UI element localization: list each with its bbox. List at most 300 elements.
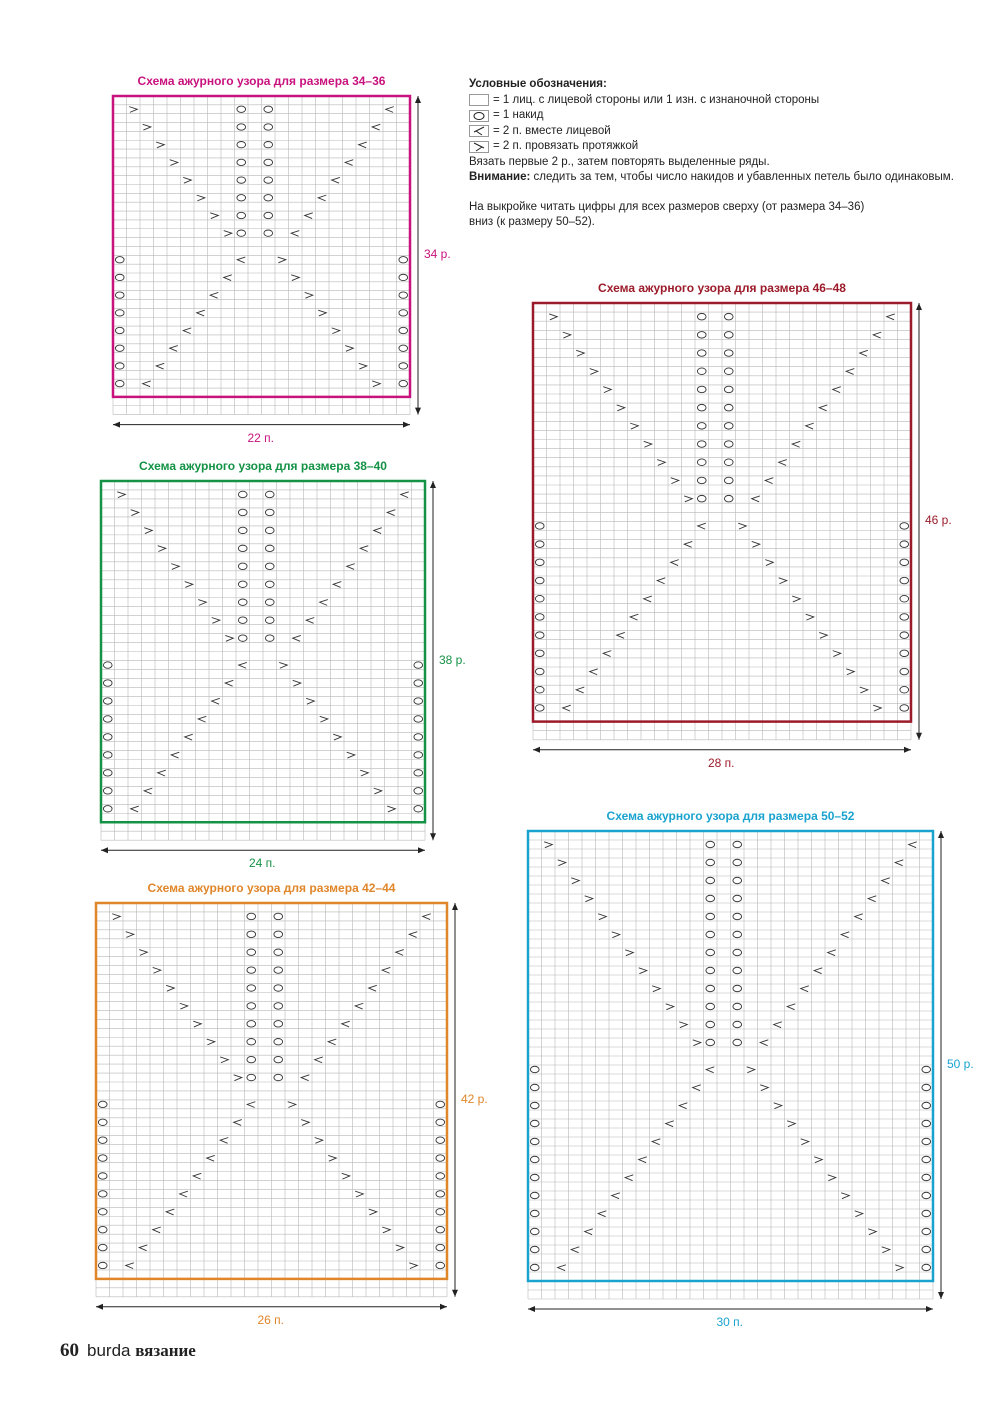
yarn-over-symbol — [264, 230, 273, 236]
chart-title: Схема ажурного узора для размера 38–40 — [139, 459, 387, 473]
ssk-symbol — [347, 752, 355, 758]
yarn-over-symbol — [115, 327, 124, 333]
ssk-symbol — [806, 614, 814, 620]
yarn-over-symbol — [414, 716, 423, 722]
yarn-over-symbol — [697, 332, 706, 339]
yarn-over-symbol — [238, 491, 247, 497]
ssk-symbol — [882, 1247, 890, 1253]
yarn-over-symbol — [733, 967, 742, 973]
k2tog-symbol — [563, 705, 571, 711]
yarn-over-symbol — [733, 931, 742, 937]
yarn-over-symbol — [98, 1209, 107, 1215]
yarn-over-symbol — [535, 650, 544, 657]
yarn-over-symbol — [733, 877, 742, 883]
ssk-symbol — [765, 560, 773, 566]
k2tog-symbol — [143, 381, 151, 387]
ssk-symbol — [684, 496, 692, 502]
yarn-over-symbol — [535, 595, 544, 602]
page-number: 60 — [60, 1340, 79, 1361]
yarn-over-symbol — [733, 949, 742, 955]
yarn-over-symbol — [98, 1191, 107, 1197]
k2tog-symbol — [382, 967, 390, 973]
k2tog-symbol — [792, 441, 800, 447]
k2tog-symbol — [291, 231, 299, 237]
k2tog-icon — [469, 125, 489, 137]
chart-title: Схема ажурного узора для размера 50–52 — [606, 809, 855, 823]
empty-cell-icon — [469, 94, 489, 106]
k2tog-symbol — [760, 1040, 768, 1046]
k2tog-symbol — [369, 985, 377, 991]
ssk-symbol — [234, 1075, 242, 1081]
ssk-symbol — [301, 1120, 309, 1126]
ssk-symbol — [333, 734, 341, 740]
ssk-symbol — [644, 441, 652, 447]
ssk-symbol — [279, 662, 287, 668]
yarn-over-symbol — [98, 1262, 107, 1268]
yarn-over-symbol — [103, 716, 112, 722]
yarn-over-symbol — [724, 441, 733, 448]
ssk-symbol — [374, 788, 382, 794]
chart-title: Схема ажурного узора для размера 42–44 — [147, 881, 396, 895]
ssk-symbol — [210, 213, 218, 219]
yarn-over-symbol — [535, 559, 544, 566]
yarn-over-symbol — [697, 350, 706, 357]
yarn-over-symbol — [265, 599, 274, 605]
ssk-symbol — [787, 1121, 795, 1127]
ssk-symbol — [306, 698, 314, 704]
k2tog-symbol — [210, 292, 218, 298]
yarn-over-symbol — [399, 345, 408, 351]
yarn-over-symbol — [436, 1226, 445, 1232]
yarn-over-symbol — [706, 1039, 715, 1045]
k2tog-symbol — [332, 177, 340, 183]
ssk-symbol — [220, 1057, 228, 1063]
magazine-name: вязание — [135, 1341, 196, 1360]
ssk-symbol — [396, 1245, 404, 1251]
yarn-over-symbol — [414, 734, 423, 740]
ssk-symbol — [288, 1102, 296, 1108]
yarn-over-symbol — [900, 541, 909, 548]
ssk-symbol — [212, 617, 220, 623]
ssk-symbol — [359, 363, 367, 369]
ssk-symbol — [760, 1085, 768, 1091]
ssk-symbol — [752, 541, 760, 547]
ssk-symbol — [617, 405, 625, 411]
k2tog-symbol — [185, 734, 193, 740]
ssk-symbol — [139, 950, 147, 956]
ssk-symbol — [180, 1003, 188, 1009]
k2tog-symbol — [576, 687, 584, 693]
yarn-over-symbol — [530, 1084, 539, 1090]
ssk-symbol — [183, 177, 191, 183]
yarn-over-symbol — [724, 368, 733, 375]
yarn-over-symbol — [399, 274, 408, 280]
k2tog-symbol — [386, 107, 394, 113]
yarn-over-symbol — [98, 1119, 107, 1125]
yarn-over-symbol — [535, 614, 544, 621]
yarn-over-symbol — [265, 491, 274, 497]
ssk-symbol — [143, 124, 151, 130]
legend-item-text: = 2 п. провязать протяжкой — [493, 140, 639, 152]
k2tog-symbol — [156, 363, 164, 369]
yarn-over-symbol — [103, 734, 112, 740]
ssk-symbol — [598, 914, 606, 920]
ssk-symbol — [360, 770, 368, 776]
yarn-over-symbol — [697, 477, 706, 484]
yarn-over-symbol — [900, 577, 909, 584]
yarn-over-symbol — [274, 913, 283, 919]
ssk-symbol — [198, 600, 206, 606]
ssk-symbol — [355, 1191, 363, 1197]
yarn-over-symbol — [414, 806, 423, 812]
k2tog-symbol — [396, 950, 404, 956]
ssk-symbol — [544, 842, 552, 848]
yarn-over-symbol — [724, 386, 733, 393]
yarn-over-symbol — [247, 1074, 256, 1080]
yarn-over-symbol — [900, 705, 909, 712]
ssk-symbol — [819, 632, 827, 638]
yarn-over-symbol — [103, 680, 112, 686]
yarn-over-symbol — [274, 1074, 283, 1080]
k2tog-symbol — [158, 770, 166, 776]
k2tog-symbol — [585, 1229, 593, 1235]
k2tog-symbol — [360, 546, 368, 552]
k2tog-symbol — [318, 195, 326, 201]
k2tog-symbol — [644, 596, 652, 602]
yarn-over-icon — [469, 110, 489, 122]
ssk-symbol — [671, 478, 679, 484]
yarn-over-symbol — [706, 985, 715, 991]
chart-title: Схема ажурного узора для размера 46–48 — [598, 281, 846, 295]
yarn-over-symbol — [265, 635, 274, 641]
grid-lines — [96, 903, 447, 1297]
ssk-symbol — [571, 878, 579, 884]
k2tog-symbol — [833, 387, 841, 393]
yarn-over-symbol — [706, 1003, 715, 1009]
k2tog-symbol — [774, 1022, 782, 1028]
k2tog-symbol — [305, 213, 313, 219]
yarn-over-symbol — [115, 363, 124, 369]
k2tog-symbol — [345, 160, 353, 166]
yarn-over-symbol — [237, 124, 246, 130]
knitting-chart-grid — [113, 96, 440, 455]
k2tog-symbol — [328, 1039, 336, 1045]
yarn-over-symbol — [238, 581, 247, 587]
yarn-over-symbol — [247, 1039, 256, 1045]
ssk-symbol — [332, 328, 340, 334]
ssk-symbol — [774, 1103, 782, 1109]
yarn-over-symbol — [98, 1226, 107, 1232]
k2tog-symbol — [212, 698, 220, 704]
yarn-over-symbol — [247, 1003, 256, 1009]
ssk-symbol — [131, 510, 139, 516]
yarn-over-symbol — [103, 698, 112, 704]
legend-item — [469, 93, 969, 109]
yarn-over-symbol — [274, 967, 283, 973]
warning-text: следить за тем, чтобы число накидов и убавленных петель было одинаковым. — [530, 171, 954, 183]
k2tog-symbol — [359, 142, 367, 148]
yarn-over-symbol — [697, 459, 706, 466]
ssk-symbol — [792, 596, 800, 602]
ssk-symbol — [585, 896, 593, 902]
yarn-over-symbol — [436, 1262, 445, 1268]
yarn-over-symbol — [265, 527, 274, 533]
yarn-over-symbol — [724, 495, 733, 502]
yarn-over-symbol — [900, 632, 909, 639]
yarn-over-symbol — [399, 310, 408, 316]
yarn-over-symbol — [436, 1137, 445, 1143]
yarn-over-symbol — [103, 662, 112, 668]
grid-lines — [528, 831, 933, 1299]
yarn-over-symbol — [238, 545, 247, 551]
k2tog-symbol — [234, 1120, 242, 1126]
yarn-over-symbol — [274, 1056, 283, 1062]
ssk-symbol — [738, 523, 746, 529]
ssk-symbol — [779, 578, 787, 584]
yarn-over-symbol — [733, 841, 742, 847]
yarn-over-symbol — [706, 841, 715, 847]
yarn-over-symbol — [733, 1021, 742, 1027]
yarn-over-symbol — [274, 1021, 283, 1027]
k2tog-symbol — [293, 635, 301, 641]
ssk-symbol — [828, 1175, 836, 1181]
legend-warning — [469, 170, 969, 186]
pattern-note-line2: вниз (к размеру 50–52). — [469, 216, 595, 228]
yarn-over-symbol — [265, 617, 274, 623]
ssk-symbol — [625, 950, 633, 956]
ssk-symbol — [315, 1137, 323, 1143]
yarn-over-symbol — [98, 1137, 107, 1143]
k2tog-symbol — [598, 1211, 606, 1217]
yarn-over-symbol — [436, 1173, 445, 1179]
yarn-over-symbol — [436, 1209, 445, 1215]
k2tog-symbol — [801, 986, 809, 992]
yarn-over-symbol — [922, 1102, 931, 1108]
yarn-over-symbol — [264, 106, 273, 112]
legend-item — [469, 108, 969, 124]
yarn-over-symbol — [535, 705, 544, 712]
ssk-symbol — [156, 142, 164, 148]
k2tog-symbol — [806, 423, 814, 429]
height-label: 38 р. — [439, 652, 466, 667]
ssk-symbol — [603, 387, 611, 393]
yarn-over-symbol — [247, 949, 256, 955]
yarn-over-symbol — [237, 195, 246, 201]
ssk-symbol — [224, 231, 232, 237]
ssk-symbol — [841, 1193, 849, 1199]
ssk-symbol — [372, 381, 380, 387]
ssk-symbol — [207, 1039, 215, 1045]
yarn-over-symbol — [247, 967, 256, 973]
yarn-over-symbol — [733, 1039, 742, 1045]
yarn-over-symbol — [264, 141, 273, 147]
yarn-over-symbol — [264, 212, 273, 218]
k2tog-symbol — [779, 460, 787, 466]
k2tog-symbol — [909, 842, 917, 848]
yarn-over-symbol — [238, 509, 247, 515]
width-label: 30 п. — [716, 1315, 744, 1329]
k2tog-symbol — [180, 1191, 188, 1197]
ssk-symbol — [291, 275, 299, 281]
yarn-over-symbol — [264, 177, 273, 183]
yarn-over-symbol — [922, 1192, 931, 1198]
yarn-over-symbol — [247, 985, 256, 991]
ssk-symbol — [855, 1211, 863, 1217]
yarn-over-symbol — [724, 404, 733, 411]
k2tog-symbol — [855, 914, 863, 920]
yarn-over-symbol — [414, 788, 423, 794]
yarn-over-symbol — [706, 1021, 715, 1027]
k2tog-symbol — [639, 1157, 647, 1163]
yarn-over-symbol — [98, 1173, 107, 1179]
yarn-over-symbol — [115, 274, 124, 280]
yarn-over-symbol — [706, 859, 715, 865]
k2tog-symbol — [374, 528, 382, 534]
yarn-over-symbol — [535, 541, 544, 548]
k2tog-symbol — [347, 564, 355, 570]
ssk-symbol — [328, 1155, 336, 1161]
yarn-over-symbol — [274, 985, 283, 991]
k2tog-symbol — [387, 510, 395, 516]
k2tog-symbol — [301, 1075, 309, 1081]
ssk-symbol — [153, 967, 161, 973]
yarn-over-symbol — [436, 1119, 445, 1125]
yarn-over-symbol — [706, 877, 715, 883]
yarn-over-symbol — [115, 345, 124, 351]
yarn-over-symbol — [238, 635, 247, 641]
k2tog-symbol — [372, 124, 380, 130]
brand-name: burda — [87, 1341, 131, 1360]
yarn-over-symbol — [922, 1174, 931, 1180]
ssk-symbol — [305, 292, 313, 298]
k2tog-symbol — [183, 328, 191, 334]
yarn-over-symbol — [733, 859, 742, 865]
yarn-over-symbol — [247, 1021, 256, 1027]
yarn-over-symbol — [706, 967, 715, 973]
yarn-over-symbol — [706, 895, 715, 901]
yarn-over-symbol — [274, 949, 283, 955]
yarn-over-symbol — [115, 292, 124, 298]
ssk-icon — [469, 141, 489, 153]
chart-title: Схема ажурного узора для размера 34–36 — [137, 74, 386, 88]
ssk-symbol — [117, 492, 125, 498]
k2tog-symbol — [752, 496, 760, 502]
k2tog-symbol — [814, 968, 822, 974]
yarn-over-symbol — [922, 1264, 931, 1270]
ssk-symbol — [193, 1021, 201, 1027]
ssk-symbol — [185, 582, 193, 588]
k2tog-symbol — [698, 523, 706, 529]
k2tog-symbol — [153, 1227, 161, 1233]
yarn-over-symbol — [922, 1210, 931, 1216]
yarn-over-symbol — [274, 931, 283, 937]
yarn-over-symbol — [530, 1228, 539, 1234]
yarn-over-symbol — [535, 523, 544, 530]
height-label: 34 р. — [424, 247, 451, 262]
k2tog-symbol — [166, 1209, 174, 1215]
height-label: 50 р. — [947, 1057, 974, 1071]
yarn-over-symbol — [733, 895, 742, 901]
yarn-over-symbol — [103, 770, 112, 776]
k2tog-symbol — [887, 314, 895, 320]
yarn-over-symbol — [265, 563, 274, 569]
yarn-over-symbol — [274, 1003, 283, 1009]
ssk-symbol — [558, 860, 566, 866]
legend-item-text: = 1 накид — [493, 109, 544, 121]
yarn-over-symbol — [237, 159, 246, 165]
yarn-over-symbol — [733, 913, 742, 919]
k2tog-symbol — [590, 669, 598, 675]
height-label: 42 р. — [461, 1091, 488, 1106]
k2tog-symbol — [657, 578, 665, 584]
yarn-over-symbol — [900, 523, 909, 530]
yarn-over-symbol — [264, 159, 273, 165]
yarn-over-symbol — [414, 770, 423, 776]
ssk-symbol — [679, 1022, 687, 1028]
yarn-over-symbol — [900, 559, 909, 566]
ssk-symbol — [747, 1067, 755, 1073]
k2tog-symbol — [679, 1103, 687, 1109]
yarn-over-symbol — [414, 680, 423, 686]
yarn-over-symbol — [98, 1155, 107, 1161]
yarn-over-symbol — [238, 527, 247, 533]
yarn-over-symbol — [530, 1246, 539, 1252]
k2tog-symbol — [193, 1173, 201, 1179]
yarn-over-symbol — [733, 1003, 742, 1009]
yarn-over-symbol — [535, 632, 544, 639]
yarn-over-symbol — [237, 230, 246, 236]
k2tog-symbol — [207, 1155, 215, 1161]
ssk-symbol — [657, 460, 665, 466]
ssk-symbol — [126, 932, 134, 938]
width-label: 28 п. — [708, 755, 735, 770]
yarn-over-symbol — [697, 368, 706, 375]
ssk-symbol — [369, 1209, 377, 1215]
yarn-over-symbol — [436, 1101, 445, 1107]
width-label: 22 п. — [247, 430, 275, 445]
k2tog-symbol — [630, 614, 638, 620]
width-label: 26 п. — [257, 1312, 285, 1327]
legend-item — [469, 124, 969, 140]
yarn-over-symbol — [900, 614, 909, 621]
k2tog-symbol — [239, 662, 247, 668]
yarn-over-symbol — [237, 106, 246, 112]
k2tog-symbol — [625, 1175, 633, 1181]
ssk-symbol — [225, 635, 233, 641]
yarn-over-symbol — [706, 931, 715, 937]
yarn-over-symbol — [530, 1102, 539, 1108]
yarn-over-symbol — [697, 441, 706, 448]
ssk-symbol — [382, 1227, 390, 1233]
k2tog-symbol — [706, 1067, 714, 1073]
grid-lines — [101, 481, 425, 840]
yarn-over-symbol — [399, 363, 408, 369]
k2tog-symbol — [409, 932, 417, 938]
ssk-symbol — [873, 705, 881, 711]
k2tog-symbol — [895, 860, 903, 866]
yarn-over-symbol — [238, 599, 247, 605]
ssk-symbol — [666, 1004, 674, 1010]
k2tog-symbol — [198, 716, 206, 722]
yarn-over-symbol — [103, 788, 112, 794]
yarn-over-symbol — [530, 1138, 539, 1144]
k2tog-symbol — [139, 1245, 147, 1251]
yarn-over-symbol — [922, 1084, 931, 1090]
k2tog-symbol — [170, 346, 178, 352]
yarn-over-symbol — [264, 195, 273, 201]
k2tog-symbol — [828, 950, 836, 956]
ssk-symbol — [814, 1157, 822, 1163]
